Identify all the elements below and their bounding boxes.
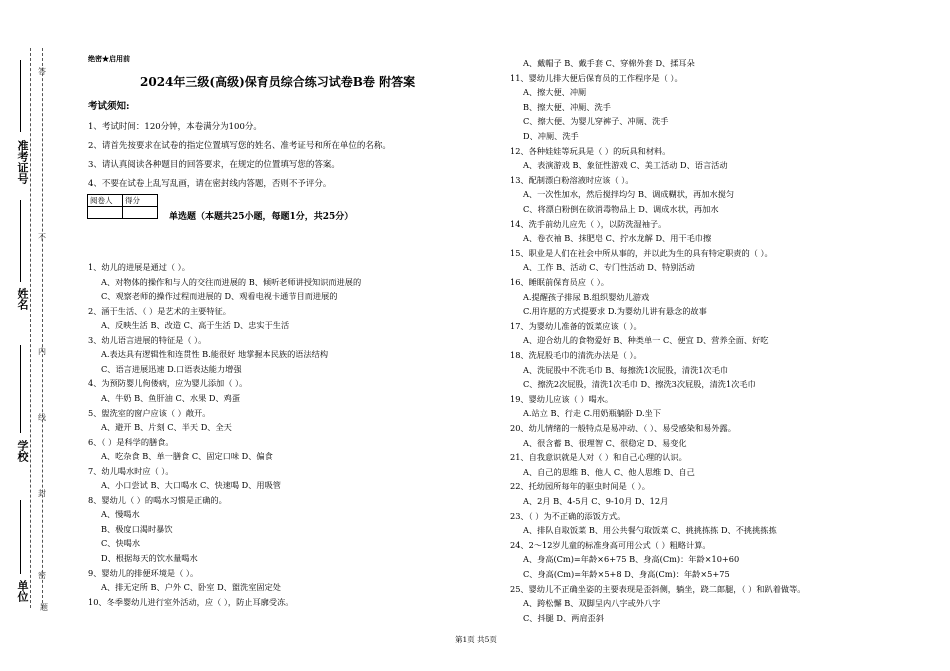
- question-line: 17、为婴幼儿准备的饭菜应该（ ）。: [510, 320, 642, 331]
- question-line: A.站立 B、行走 C.用奶瓶躺卧 D.坐下: [523, 408, 662, 419]
- page-title: 2024年三级(高级)保育员综合练习试卷B卷 附答案: [140, 75, 416, 89]
- rule-item: 1、考试时间：120分钟，本卷满分为100分。: [88, 122, 262, 132]
- seal-char: 密: [38, 571, 46, 580]
- seal-char: 内: [38, 347, 46, 356]
- question-line: B、擦大便、冲厕、洗手: [523, 101, 611, 112]
- question-line: C、快喝水: [101, 538, 141, 549]
- question-line: A、很含蓄 B、很理智 C、很稳定 D、易变化: [523, 437, 687, 448]
- seal-line-left: [30, 48, 31, 608]
- question-line: 24、2～12岁儿童的标准身高可用公式（ ）粗略计算。: [510, 539, 711, 550]
- blank-line-exam-number: [20, 60, 21, 132]
- label-name: 姓名: [16, 288, 29, 310]
- question-line: 15、职业是人们在社会中所从事的，并以此为生的具有特定职责的（ ）。: [510, 247, 773, 258]
- question-line: A、身高(Cm)=年龄×6+75 B、身高(Cm)：年龄×10+60: [523, 554, 740, 565]
- seal-char: 线: [38, 413, 46, 422]
- question-line: 18、洗屁股毛巾的清洗办法是（ ）。: [510, 350, 642, 360]
- question-line: A、表演游戏 B、象征性游戏 C、美工活动 D、语言活动: [523, 160, 728, 171]
- question-line: 7、幼儿喝水时应（ ）。: [88, 465, 174, 476]
- question-line: 9、婴幼儿的排便环境是（ ）。: [88, 567, 199, 578]
- question-line: 16、睡眠前保育员应（ ）。: [510, 277, 609, 287]
- blank-line-unit: [20, 500, 21, 574]
- question-line: C、观察老师的操作过程而进展的 D、观看电视卡通节目而进展的: [101, 291, 338, 302]
- blank-line-school: [20, 345, 21, 433]
- question-line: 8、婴幼儿（ ）的喝水习惯是正确的。: [88, 494, 227, 505]
- rule-item: 2、请首先按要求在试卷的指定位置填写您的姓名、准考证号和所在单位的名称。: [88, 141, 391, 151]
- question-line: 5、盥洗室的窗户应该（ ）敞开。: [88, 407, 211, 418]
- question-line: 4、为预防婴儿佝偻病，应为婴儿添加（ ）。: [88, 378, 248, 389]
- question-line: 21、自我意识就是人对（ ）和自己心理的认识。: [510, 452, 687, 463]
- question-line: A、擦大便、冲厕: [523, 87, 587, 98]
- question-line: A、戴帽子 B、戴手套 C、穿棉外套 D、揉耳朵: [523, 58, 695, 68]
- question-line: 2、涵于生活、（ ）是艺术的主要特征。: [88, 305, 231, 316]
- rule-item: 4、不要在试卷上乱写乱画，请在密封线内答题，否则不予评分。: [88, 179, 332, 189]
- blank-line-name: [20, 200, 21, 282]
- question-line: 10、冬季婴幼儿进行室外活动，应（ ），防止耳廓受冻。: [88, 596, 294, 607]
- question-line: A、吃杂食 B、单一膳食 C、固定口味 D、偏食: [101, 451, 273, 462]
- secret-label: 绝密★启用前: [88, 54, 130, 63]
- question-line: 12、各种娃娃等玩具是（ ）的玩具和材料。: [510, 145, 671, 156]
- question-line: C、语言进展迅速 D.口语表达能力增强: [101, 363, 242, 374]
- reviewer-cell: [88, 207, 123, 219]
- question-line: A、牛奶 B、鱼肝油 C、水果 D、鸡蛋: [101, 392, 241, 403]
- question-line: A、反映生活 B、改造 C、高于生活 D、忠实于生活: [101, 320, 290, 331]
- question-line: A、小口尝试 B、大口喝水 C、快速喝 D、用吸管: [101, 480, 281, 491]
- question-line: D、根据每天的饮水量喝水: [101, 553, 198, 563]
- question-line: A、排无定所 B、户外 C、卧室 D、盥洗室固定处: [101, 582, 281, 593]
- question-line: 13、配制漂白粉溶液时应该（ ）。: [510, 174, 634, 185]
- question-line: 1、幼儿的进展是通过（ ）。: [88, 262, 190, 272]
- question-line: 20、幼儿情绪的一般特点是易冲动、（ ）、易受感染和易外露。: [510, 423, 736, 433]
- page-footer: 第1页 共5页: [455, 635, 497, 644]
- question-line: B、极度口渴时暴饮: [101, 523, 173, 534]
- question-line: 6、（ ）是科学的膳食。: [88, 436, 174, 447]
- question-line: C.用许愿的方式提要求 D.为婴幼儿讲有悬念的故事: [523, 306, 707, 317]
- question-line: D、冲厕、洗手: [523, 131, 579, 141]
- question-line: A、工作 B、活动 C、专门性活动 D、特别活动: [523, 262, 695, 273]
- seal-line-right: [42, 48, 43, 608]
- label-unit: 单位: [16, 580, 29, 602]
- question-line: 19、婴幼儿应该（ ）喝水。: [510, 393, 614, 404]
- question-line: 22、托幼园所每年的驱虫时间是（ ）。: [510, 481, 650, 492]
- score-box: [87, 194, 158, 219]
- seal-char: 题: [40, 603, 48, 612]
- question-line: A、卷衣袖 B、抹肥皂 C、拧水龙解 D、用干毛巾擦: [523, 233, 712, 244]
- question-line: C、擦大便、为婴儿穿裤子、冲厕、洗手: [523, 116, 669, 127]
- question-line: C、擦洗2次屁股，清洗1次毛巾 D、擦洗3次屁股，清洗1次毛巾: [523, 379, 756, 390]
- question-line: A、迎合幼儿的食物爱好 B、种类单一 C、便宜 D、营养全面、好吃: [523, 335, 769, 346]
- question-line: C、身高(Cm)=年龄×5+8 D、身高(Cm)：年龄×5+75: [523, 569, 730, 579]
- seal-char: 封: [38, 489, 46, 498]
- question-line: A、慢喝水: [101, 509, 140, 520]
- question-line: A、避开 B、片刻 C、半天 D、全天: [101, 422, 232, 433]
- seal-char: 答: [38, 67, 46, 76]
- question-line: A、自己的思维 B、他人 C、他人思维 D、自己: [523, 466, 695, 477]
- question-line: A、洗屁股中不洗毛巾 B、每擦洗1次屁股，清洗1次毛巾: [523, 364, 729, 375]
- score-cell: [123, 207, 158, 219]
- question-line: C、抖腿 D、两肩歪斜: [523, 612, 604, 623]
- question-line: A.提醒孩子排尿 B.组织婴幼儿游戏: [523, 291, 650, 302]
- rule-item: 3、请认真阅读各种题目的回答要求，在规定的位置填写您的答案。: [88, 160, 340, 170]
- question-line: 25、婴幼儿不正确坐姿的主要表现是歪斜侧，躺坐，跷二郎腿，（ ）和趴着做等。: [510, 583, 806, 594]
- section-title: 单选题（本题共25小题，每题1分，共25分）: [169, 212, 354, 222]
- question-line: A、一次性加水，然后搅拌均匀 B、调成糊状，再加水搅匀: [523, 189, 735, 200]
- question-line: 14、洗手前幼儿应先（ ），以防洗湿袖子。: [510, 218, 667, 229]
- question-line: A、跨松懈 B、双脚呈内八字或外八字: [523, 598, 661, 609]
- label-exam-number: 准考证号: [16, 140, 29, 184]
- question-line: A.表达具有逻辑性和连贯性 B.能很好 地掌握本民族的语法结构: [101, 349, 329, 360]
- score-label: 得分: [123, 195, 158, 207]
- question-line: 3、幼儿语言进展的特征是（ ）。: [88, 334, 207, 345]
- notice-heading: 考试须知:: [88, 101, 130, 112]
- question-line: 11、婴幼儿排大便后保育员的工作程序是（ ）。: [510, 72, 683, 83]
- question-line: A、对物体的操作和与人的交往而进展的 B、倾听老师讲授知识而进展的: [101, 276, 362, 287]
- question-line: A、排队自取饭菜 B、用公共餐勺取饭菜 C、挑挑拣拣 D、不挑挑拣拣: [523, 525, 777, 536]
- label-school: 学校: [16, 440, 29, 462]
- question-line: C、将漂白粉倒在欲消毒物品上 D、调成水状，再加水: [523, 204, 719, 214]
- question-line: 23、（ ）为不正确的添饭方式。: [510, 510, 626, 521]
- question-line: A、2月 B、4-5月 C、9-10月 D、12月: [523, 496, 669, 506]
- seal-char: 不: [38, 233, 46, 242]
- reviewer-label: 阅卷人: [88, 195, 123, 207]
